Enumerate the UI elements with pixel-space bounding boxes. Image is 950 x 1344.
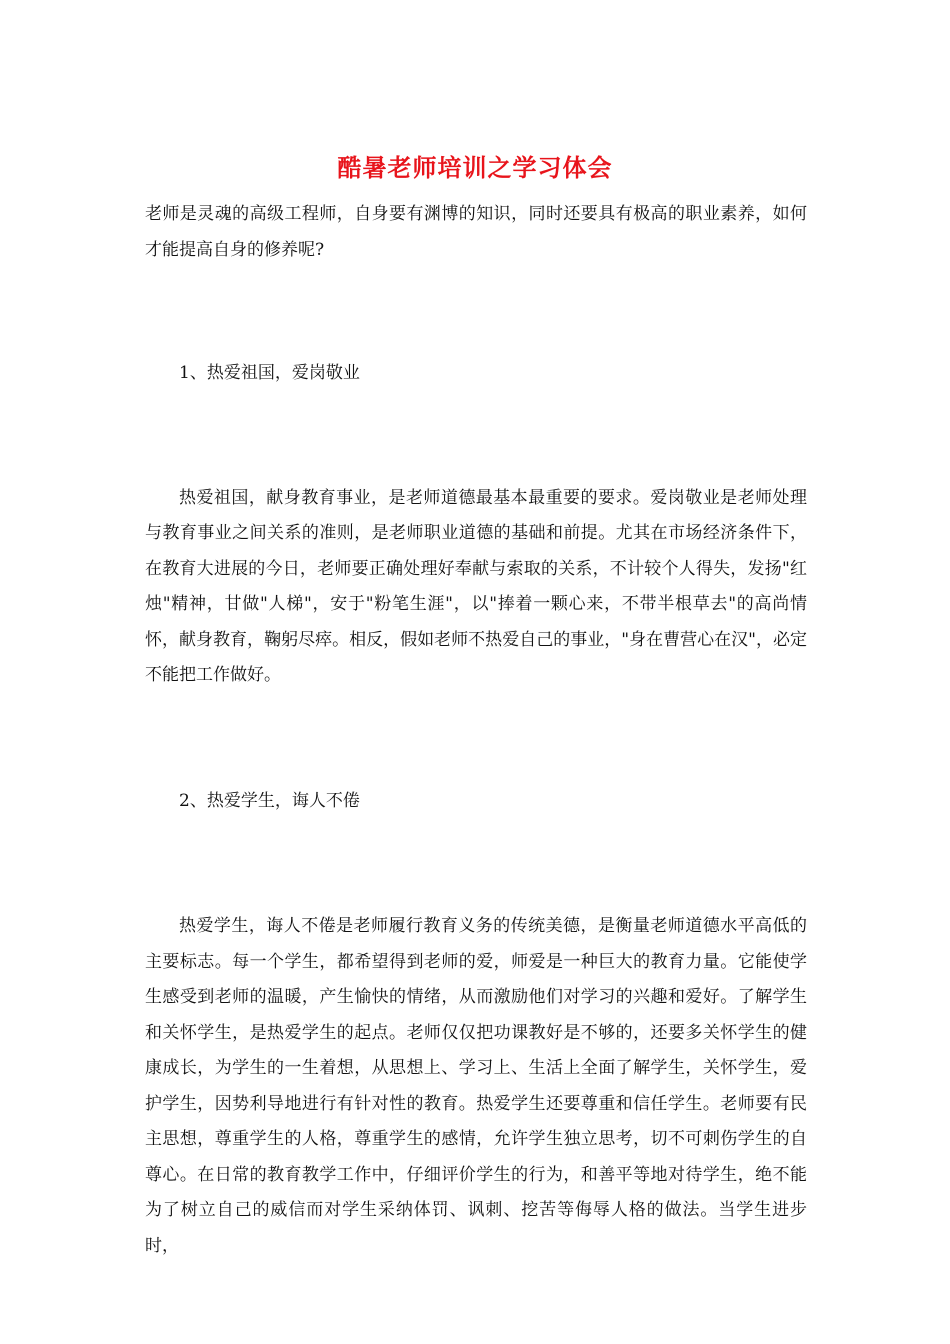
section-2-paragraph: 热爱学生，诲人不倦是老师履行教育义务的传统美德，是衡量老师道德水平高低的主要标志。每一个学生，都希望得到老师的爱，师爱是一种巨大的教育力量。它能使学生感受到老师的温暖，产生愉快的情绪，从而激励他们对学习的兴趣和爱好。了解学生和关怀学生，是热爱学生的起点。老师仅仅把功课教好是不够的，还要多关怀学生的健康成长，为学生的一生着想，从思想上、学习上、生活上全面了解学生，关怀学生，爱护学生，因势利导地进行有针对性的教育。热爱学生还要尊重和信任学生。老师要有民主思想，尊重学生的人格，尊重学生的感情，允许学生独立思考，切不可刺伤学生的自尊心。在日常的教育教学工作中，仔细评价学生的行为，和善平等地对待学生，绝不能为了树立自己的威信而对学生采纳体罚、讽刺、挖苦等侮辱人格的做法。当学生进步时， (145, 916, 807, 1256)
section-1-paragraph: 热爱祖国，献身教育事业，是老师道德最基本最重要的要求。爱岗敬业是老师处理与教育事业之间关系的准则，是老师职业道德的基础和前提。尤其在市场经济条件下，在教育大进展的今日，老师要正确处理好奉献与索取的关系，不计较个人得失，发扬"红烛"精神，甘做"人梯"，安于"粉笔生涯"，以"捧着一颗心来，不带半根草去"的高尚情怀，献身教育，鞠躬尽瘁。相反，假如老师不热爱自己的事业，"身在曹营心在汉"，必定不能把工作做好。 (145, 487, 807, 685)
section-1-heading: 1、热爱祖国，爱岗敬业 (179, 363, 360, 383)
document-body (145, 197, 807, 1264)
intro-paragraph: 老师是灵魂的高级工程师，自身要有渊博的知识，同时还要具有极高的职业素养，如何才能提高自身的修养呢? (145, 204, 807, 260)
document-title: 酷暑老师培训之学习体会 (337, 153, 613, 182)
spacer (145, 268, 807, 356)
spacer (145, 819, 807, 909)
spacer (145, 694, 807, 784)
section-2-heading: 2、热爱学生，诲人不倦 (179, 790, 360, 811)
spacer (145, 392, 807, 481)
